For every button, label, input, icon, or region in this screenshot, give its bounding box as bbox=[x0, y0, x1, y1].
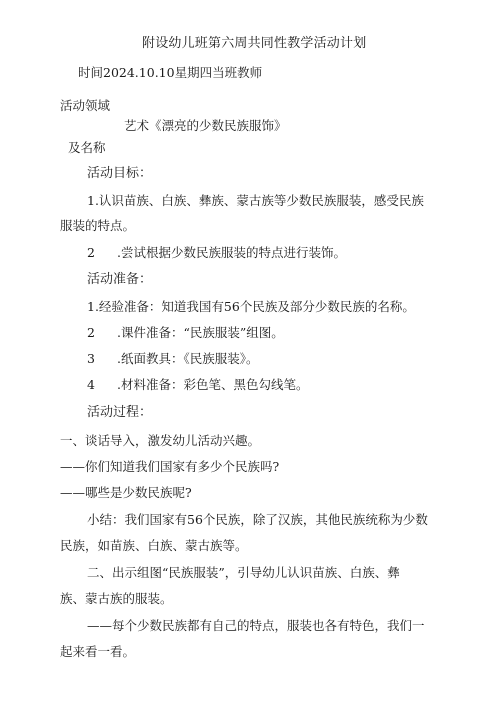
process-line: 族、蒙古族的服装。 bbox=[60, 591, 173, 606]
goal-item-1 bbox=[87, 193, 424, 209]
page-title: 附设幼儿班第六周共同性教学活动计划 bbox=[142, 36, 367, 51]
prep-item-1 bbox=[87, 299, 415, 315]
process-line: 起来看一看。 bbox=[60, 644, 136, 659]
prep-number: 4 bbox=[87, 377, 95, 392]
prep-heading: 活动准备： bbox=[87, 272, 153, 287]
prep-text: .纸面教具：《民族服装》。 bbox=[117, 351, 259, 366]
goals-heading: 活动目标： bbox=[87, 166, 153, 181]
process-line: ——你们知道我们国家有多少个民族吗? bbox=[60, 459, 280, 474]
goal-item-1-cont: 服装的特点。 bbox=[60, 218, 136, 233]
prep-item-2 bbox=[87, 325, 284, 341]
prep-item-3 bbox=[87, 351, 258, 367]
goal-text: .认识苗族、白族、彝族、蒙古族等少数民族服装，感受民族 bbox=[94, 193, 424, 208]
prep-text: .课件准备：“民族服装”组图。 bbox=[117, 325, 284, 340]
prep-number: 3 bbox=[87, 351, 95, 366]
time-line: 时间2024.10.10星期四当班教师 bbox=[78, 65, 263, 80]
process-line: ——哪些是少数民族呢? bbox=[60, 485, 192, 500]
goal-number: 2 bbox=[87, 245, 95, 260]
prep-text: .材料准备：彩色笔、黑色勾线笔。 bbox=[117, 377, 309, 392]
goal-number: 1 bbox=[87, 193, 95, 208]
prep-number: 1 bbox=[87, 299, 95, 314]
goal-item-2 bbox=[87, 245, 346, 261]
process-line: ——每个少数民族都有自己的特点，服装也各有特色，我们一 bbox=[87, 618, 425, 633]
field-value: 艺术《漂亮的少数民族服饰》 bbox=[124, 118, 287, 133]
field-label-2: 及名称 bbox=[68, 140, 106, 155]
field-label-1: 活动领域 bbox=[60, 98, 111, 113]
process-line: 小结：我们国家有56个民族，除了汉族，其他民族统称为少数 bbox=[87, 512, 428, 527]
process-line: 民族，如苗族、白族、蒙古族等。 bbox=[60, 538, 248, 553]
prep-number: 2 bbox=[87, 325, 95, 340]
goal-text: .尝试根据少数民族服装的特点进行装饰。 bbox=[117, 245, 346, 260]
process-line: 二、出示组图“民族服装”，引导幼儿认识苗族、白族、彝 bbox=[87, 565, 400, 580]
process-line: 一、谈话导入，激发幼儿活动兴趣。 bbox=[60, 433, 261, 448]
prep-item-4 bbox=[87, 377, 308, 393]
prep-text: .经验准备：知道我国有56个民族及部分少数民族的名称。 bbox=[94, 299, 415, 314]
process-heading: 活动过程： bbox=[87, 405, 153, 420]
